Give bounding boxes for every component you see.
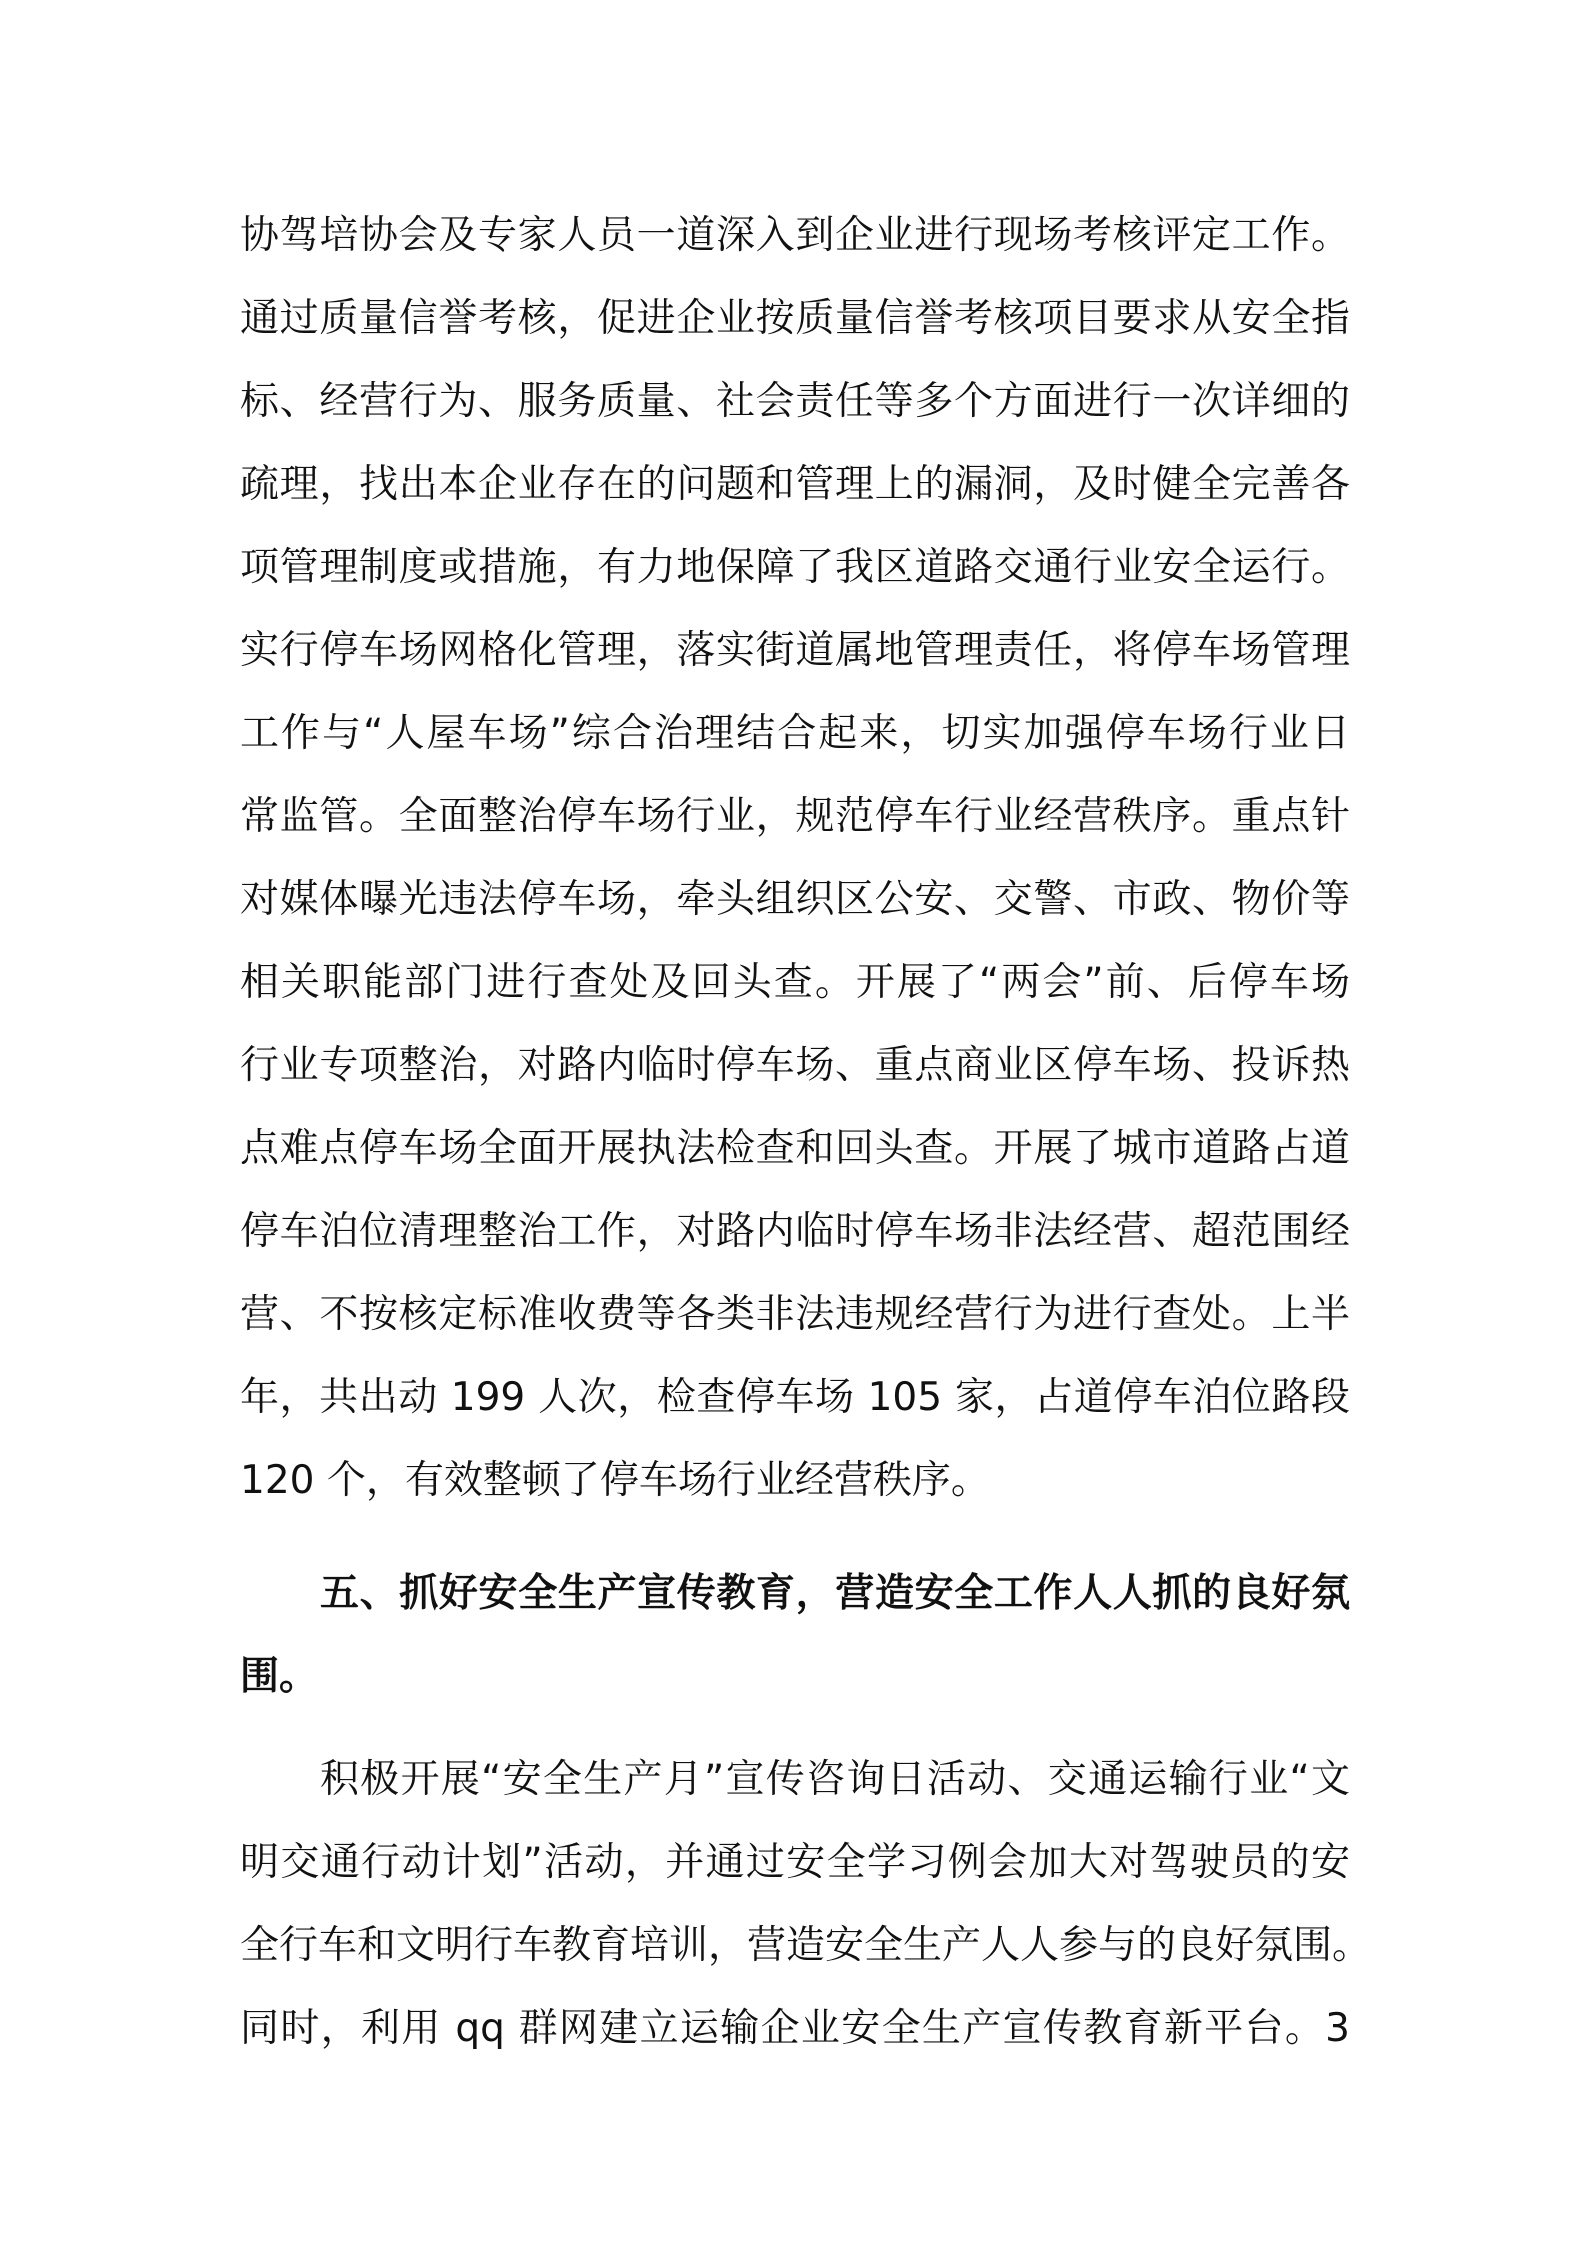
text-line: 120 个，有效整顿了停车场行业经营秩序。 xyxy=(240,1458,990,1503)
text-line: 工作与“人屋车场”综合治理结合起来，切实加强停车场行业日 xyxy=(240,711,1350,756)
text-line: 协驾培协会及专家人员一道深入到企业进行现场考核评定工作。 xyxy=(240,213,1350,258)
text-line: 疏理，找出本企业存在的问题和管理上的漏洞，及时健全完善各 xyxy=(240,462,1350,507)
text-line: 通过质量信誉考核，促进企业按质量信誉考核项目要求从安全指 xyxy=(240,296,1350,341)
section-heading-5 xyxy=(240,1552,1350,1718)
body-paragraph-2 xyxy=(240,1738,1372,2070)
text-line: 营、不按核定标准收费等各类非法违规经营行为进行查处。上半 xyxy=(240,1292,1350,1337)
text-line: 年，共出动 199 人次，检查停车场 105 家，占道停车泊位路段 xyxy=(240,1375,1350,1420)
text-line: 常监管。全面整治停车场行业，规范停车行业经营秩序。重点针 xyxy=(240,794,1350,839)
heading-line: 围。 xyxy=(240,1654,319,1699)
text-line: 同时，利用 qq 群网建立运输企业安全生产宣传教育新平台。3 xyxy=(240,2006,1350,2051)
text-line: 点难点停车场全面开展执法检查和回头查。开展了城市道路占道 xyxy=(240,1126,1350,1171)
body-paragraph-1 xyxy=(240,194,1350,1522)
heading-line: 五、抓好安全生产宣传教育，营造安全工作人人抓的良好氛 xyxy=(320,1571,1350,1616)
text-line: 明交通行动计划”活动，并通过安全学习例会加大对驾驶员的安 xyxy=(240,1840,1350,1885)
text-line: 相关职能部门进行查处及回头查。开展了“两会”前、后停车场 xyxy=(240,960,1350,1005)
text-line: 项管理制度或措施，有力地保障了我区道路交通行业安全运行。 xyxy=(240,545,1350,590)
text-line: 标、经营行为、服务质量、社会责任等多个方面进行一次详细的 xyxy=(240,379,1350,424)
text-line: 全行车和文明行车教育培训，营造安全生产人人参与的良好氛围。 xyxy=(240,1923,1372,1968)
text-line: 停车泊位清理整治工作，对路内临时停车场非法经营、超范围经 xyxy=(240,1209,1350,1254)
text-line: 实行停车场网格化管理，落实街道属地管理责任，将停车场管理 xyxy=(240,628,1350,673)
text-line: 对媒体曝光违法停车场，牵头组织区公安、交警、市政、物价等 xyxy=(240,877,1350,922)
text-line: 积极开展“安全生产月”宣传咨询日活动、交通运输行业“文 xyxy=(320,1757,1350,1802)
text-line: 行业专项整治，对路内临时停车场、重点商业区停车场、投诉热 xyxy=(240,1043,1350,1088)
